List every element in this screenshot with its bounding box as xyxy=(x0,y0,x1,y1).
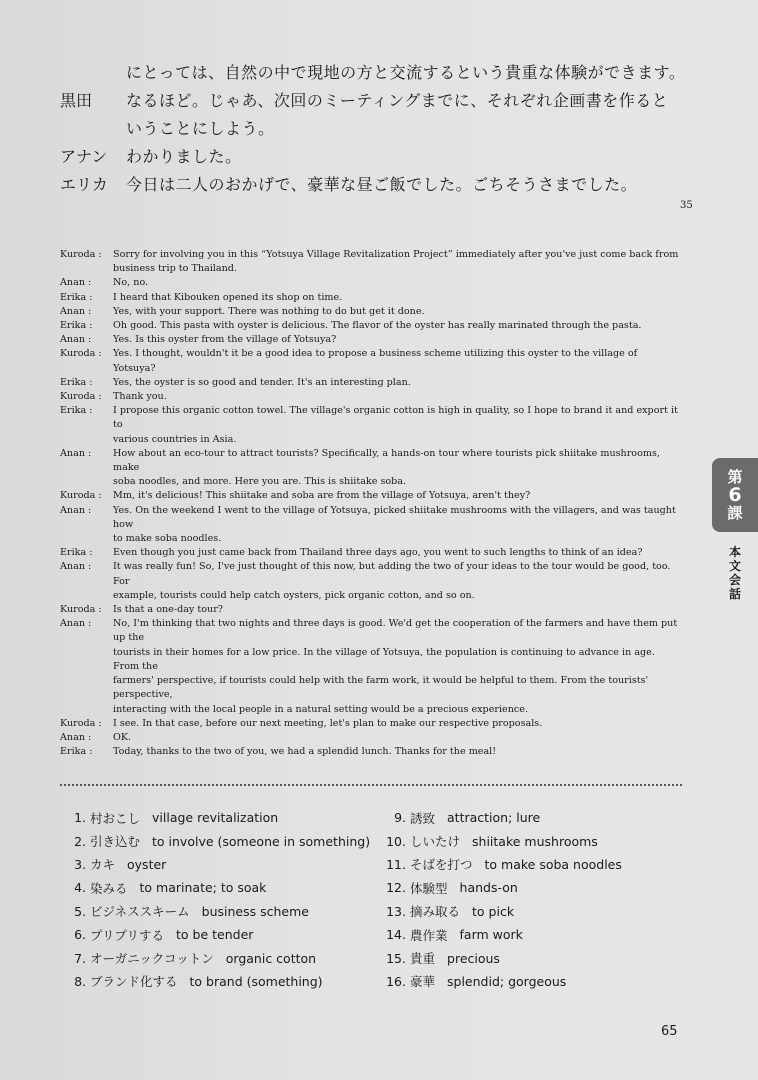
translation-text: Today, thanks to the two of you, we had a splendid lunch. Thanks for the meal! xyxy=(113,746,497,758)
lesson-number: 6 xyxy=(728,484,742,506)
translation-speaker xyxy=(60,589,113,603)
translation-text: I propose this organic cotton towel. The village's organic cotton is high in quality, so I hope to brand it and export it to xyxy=(113,405,678,431)
vocab-item xyxy=(66,900,376,923)
translation-speaker xyxy=(60,674,113,702)
vocab-item xyxy=(386,900,696,923)
translation-speaker xyxy=(60,433,113,447)
translation-line xyxy=(60,504,680,532)
vocab-item xyxy=(386,853,696,876)
translation-line xyxy=(60,376,680,390)
dialogue-text: にとっては、自然の中で現地の方と交流するという貴重な体験ができます。 xyxy=(126,63,686,82)
translation-speaker: Anan : xyxy=(60,504,92,516)
translation-line xyxy=(60,404,680,432)
translation-text: No, no. xyxy=(113,277,149,289)
vocab-meaning: farm work xyxy=(459,927,523,943)
vocab-term: 誘致 xyxy=(410,810,436,826)
translation-line xyxy=(60,248,680,262)
vocab-number: 10. xyxy=(386,833,406,849)
vocab-term: ビジネススキーム xyxy=(90,904,190,920)
dialogue-speaker: 黒田 xyxy=(60,91,93,110)
vocab-term: しいたけ xyxy=(410,834,461,850)
translation-text: Mm, it's delicious! This shiitake and soba are from the village of Yotsuya, aren't they? xyxy=(113,490,531,502)
translation-speaker: Anan : xyxy=(60,305,92,317)
translation-line xyxy=(60,603,680,617)
translation-speaker xyxy=(60,703,113,717)
translation-line xyxy=(60,475,680,489)
vocab-item xyxy=(66,829,376,852)
translation-line xyxy=(60,276,680,290)
vocab-term: 豪華 xyxy=(410,974,436,990)
translation-line xyxy=(60,447,680,475)
vocab-term: そばを打つ xyxy=(410,857,473,873)
translation-speaker: Kuroda : xyxy=(60,717,102,729)
translation-line xyxy=(60,560,680,588)
translation-line xyxy=(60,717,680,731)
translation-speaker: Erika : xyxy=(60,547,93,559)
translation-line xyxy=(60,347,680,375)
vocab-meaning: to brand (something) xyxy=(189,973,323,989)
vocab-number: 9. xyxy=(394,810,406,826)
translation-line xyxy=(60,745,680,759)
vocab-number: 16. xyxy=(386,973,406,989)
vocab-item xyxy=(66,806,376,829)
vocab-item xyxy=(386,923,696,946)
vocab-meaning: shiitake mushrooms xyxy=(472,833,598,849)
translation-text: farmers' perspective, if tourists could help with the farm work, it would be helpful to them. From the tourists' perspective, xyxy=(113,675,649,701)
translation-text: It was really fun! So, I've just thought of this now, but adding the two of your ideas to the tour would be good, too. For xyxy=(113,561,671,587)
translation-line xyxy=(60,617,680,645)
translation-speaker: Kuroda : xyxy=(60,348,102,360)
translation-speaker: Erika : xyxy=(60,405,93,417)
dialogue-line xyxy=(60,172,700,192)
vocab-item xyxy=(386,876,696,899)
vocab-item xyxy=(386,829,696,852)
translation-line xyxy=(60,333,680,347)
translation-speaker: Anan : xyxy=(60,447,92,459)
vocab-item xyxy=(386,970,696,993)
translation-line xyxy=(60,489,680,503)
vocab-number: 1. xyxy=(74,810,86,826)
vocab-meaning: attraction; lure xyxy=(447,810,541,826)
vocab-meaning: splendid; gorgeous xyxy=(447,973,567,989)
vocab-list-right xyxy=(386,806,696,993)
translation-line xyxy=(60,390,680,404)
vocab-term: 農作業 xyxy=(410,927,448,943)
translation-line xyxy=(60,703,680,717)
vocab-meaning: organic cotton xyxy=(225,950,317,966)
dialogue-speaker: アナン xyxy=(60,147,108,166)
vocab-term: 染みる xyxy=(90,880,128,896)
dialogue-line xyxy=(60,60,700,80)
translation-text: Is that a one-day tour? xyxy=(113,604,223,616)
translation-text: OK. xyxy=(113,731,132,743)
vocab-term: カキ xyxy=(90,857,116,873)
translation-speaker: Anan : xyxy=(60,561,92,573)
vocab-number: 5. xyxy=(74,903,86,919)
dialogue-line xyxy=(60,116,700,136)
vocab-meaning: business scheme xyxy=(201,903,309,919)
vocab-term: 摘み取る xyxy=(410,904,461,920)
vocab-meaning: to make soba noodles xyxy=(484,856,622,872)
translation-text: business trip to Thailand. xyxy=(113,263,237,275)
translation-speaker xyxy=(60,646,113,674)
japanese-dialogue xyxy=(60,60,700,200)
translation-speaker: Anan : xyxy=(60,334,92,346)
translation-text: Yes, the oyster is so good and tender. It's an interesting plan. xyxy=(113,376,411,388)
vocab-number: 6. xyxy=(74,927,86,943)
vocab-term: 村おこし xyxy=(90,810,141,826)
vocab-item xyxy=(66,946,376,969)
translation-text: Even though you just came back from Thailand three days ago, you went to such lengths to think of an idea? xyxy=(113,547,643,559)
vocab-term: プリプリする xyxy=(90,927,165,943)
dialogue-text: いうことにしよう。 xyxy=(126,119,275,138)
translation-speaker: Erika : xyxy=(60,320,93,332)
translation-line xyxy=(60,433,680,447)
vocab-number: 8. xyxy=(74,973,86,989)
vocab-item xyxy=(66,923,376,946)
translation-line xyxy=(60,319,680,333)
vocab-term: 引き込む xyxy=(90,834,141,850)
translation-text: Yes. I thought, wouldn't it be a good idea to propose a business scheme utilizing this oyster to the village of Yotsuya? xyxy=(113,348,638,374)
dialogue-text: なるほど。じゃあ、次回のミーティングまでに、それぞれ企画書を作ると xyxy=(126,91,669,110)
translation-speaker: Anan : xyxy=(60,618,92,630)
translation-line xyxy=(60,589,680,603)
vocab-item xyxy=(66,970,376,993)
vocab-item xyxy=(66,853,376,876)
vocab-item xyxy=(386,806,696,829)
translation-text: interacting with the local people in a natural setting would be a precious experience. xyxy=(113,703,528,715)
translation-speaker: Anan : xyxy=(60,731,92,743)
vocab-list-left xyxy=(66,806,376,993)
translation-line xyxy=(60,731,680,745)
translation-text: No, I'm thinking that two nights and three days is good. We'd get the cooperation of the farmers and have them put up the xyxy=(113,618,678,644)
translation-text: example, tourists could help catch oysters, pick organic cotton, and so on. xyxy=(113,589,475,601)
translation-line xyxy=(60,532,680,546)
section-label: 本文会話 xyxy=(728,545,741,601)
translation-speaker: Kuroda : xyxy=(60,490,102,502)
lesson-tab-prefix: 第 xyxy=(727,468,743,486)
vocab-meaning: to involve (someone in something) xyxy=(152,833,371,849)
translation-text: Sorry for involving you in this “Yotsuya Village Revitalization Project” immediately after you've just come back from xyxy=(113,249,679,260)
vocab-item xyxy=(386,946,696,969)
translation-text: various countries in Asia. xyxy=(113,433,237,445)
translation-line xyxy=(60,291,680,305)
vocab-number: 15. xyxy=(386,950,406,966)
translation-text: Thank you. xyxy=(113,391,167,403)
vocab-number: 7. xyxy=(74,950,86,966)
vocab-number: 2. xyxy=(74,833,86,849)
lesson-tab-suffix: 課 xyxy=(727,504,743,522)
translation-speaker: Erika : xyxy=(60,376,93,388)
vocab-meaning: precious xyxy=(447,950,500,966)
dialogue-line xyxy=(60,144,700,164)
translation-speaker xyxy=(60,475,113,489)
vocab-term: ブランド化する xyxy=(90,974,178,990)
page-number: 65 xyxy=(661,1024,678,1039)
vocab-number: 14. xyxy=(386,927,406,943)
vocab-item xyxy=(66,876,376,899)
vocab-meaning: to be tender xyxy=(176,927,254,943)
translation-line xyxy=(60,674,680,702)
vocab-term: 貴重 xyxy=(410,951,436,967)
english-translation xyxy=(60,248,680,759)
translation-speaker xyxy=(60,262,113,276)
vocab-number: 13. xyxy=(386,903,406,919)
dialogue-text: わかりました。 xyxy=(126,147,242,166)
translation-text: Yes, with your support. There was nothing to do but get it done. xyxy=(113,305,425,317)
translation-text: I see. In that case, before our next meeting, let's plan to make our respective proposals. xyxy=(113,717,543,729)
vocab-term: オーガニックコットン xyxy=(90,951,214,967)
vocab-number: 12. xyxy=(386,880,406,896)
translation-speaker: Kuroda : xyxy=(60,249,102,260)
translation-text: Oh good. This pasta with oyster is delicious. The flavor of the oyster has really marinated through the pasta. xyxy=(113,320,642,332)
translation-text: How about an eco-tour to attract tourists? Specifically, a hands-on tour where tourists pick shiitake mushrooms, make xyxy=(113,447,660,474)
vocab-meaning: hands-on xyxy=(459,880,518,896)
vocab-meaning: oyster xyxy=(127,856,167,872)
vocab-number: 4. xyxy=(74,880,86,896)
translation-speaker: Kuroda : xyxy=(60,604,102,616)
vocab-meaning: to pick xyxy=(472,903,515,919)
dialogue-speaker: エリカ xyxy=(60,175,108,194)
dialogue-line xyxy=(60,88,700,108)
vocab-meaning: village revitalization xyxy=(152,810,279,826)
dotted-divider xyxy=(60,784,682,786)
translation-speaker: Erika : xyxy=(60,746,93,758)
translation-speaker: Anan : xyxy=(60,277,92,289)
translation-line xyxy=(60,546,680,560)
dialogue-text: 今日は二人のおかげで、豪華な昼ご飯でした。ごちそうさまでした。 xyxy=(126,175,638,194)
vocab-number: 3. xyxy=(74,856,86,872)
translation-speaker: Kuroda : xyxy=(60,391,102,403)
translation-text: tourists in their homes for a low price. In the village of Yotsuya, the population is continuing to advance in age. From the xyxy=(113,646,655,672)
translation-line xyxy=(60,646,680,674)
translation-text: Yes. Is this oyster from the village of Yotsuya? xyxy=(113,334,337,346)
translation-speaker xyxy=(60,532,113,546)
translation-text: I heard that Kibouken opened its shop on time. xyxy=(113,291,343,303)
translation-text: soba noodles, and more. Here you are. This is shiitake soba. xyxy=(113,476,407,488)
translation-speaker: Erika : xyxy=(60,291,93,303)
translation-line xyxy=(60,305,680,319)
line-number: 35 xyxy=(680,200,693,211)
translation-text: to make soba noodles. xyxy=(113,533,222,545)
translation-line xyxy=(60,262,680,276)
vocab-term: 体験型 xyxy=(410,880,448,896)
lesson-tab xyxy=(712,458,758,532)
vocab-number: 11. xyxy=(386,856,406,872)
vocab-meaning: to marinate; to soak xyxy=(139,880,267,896)
translation-text: Yes. On the weekend I went to the village of Yotsuya, picked shiitake mushrooms with the villagers, and was taught how xyxy=(113,504,676,530)
